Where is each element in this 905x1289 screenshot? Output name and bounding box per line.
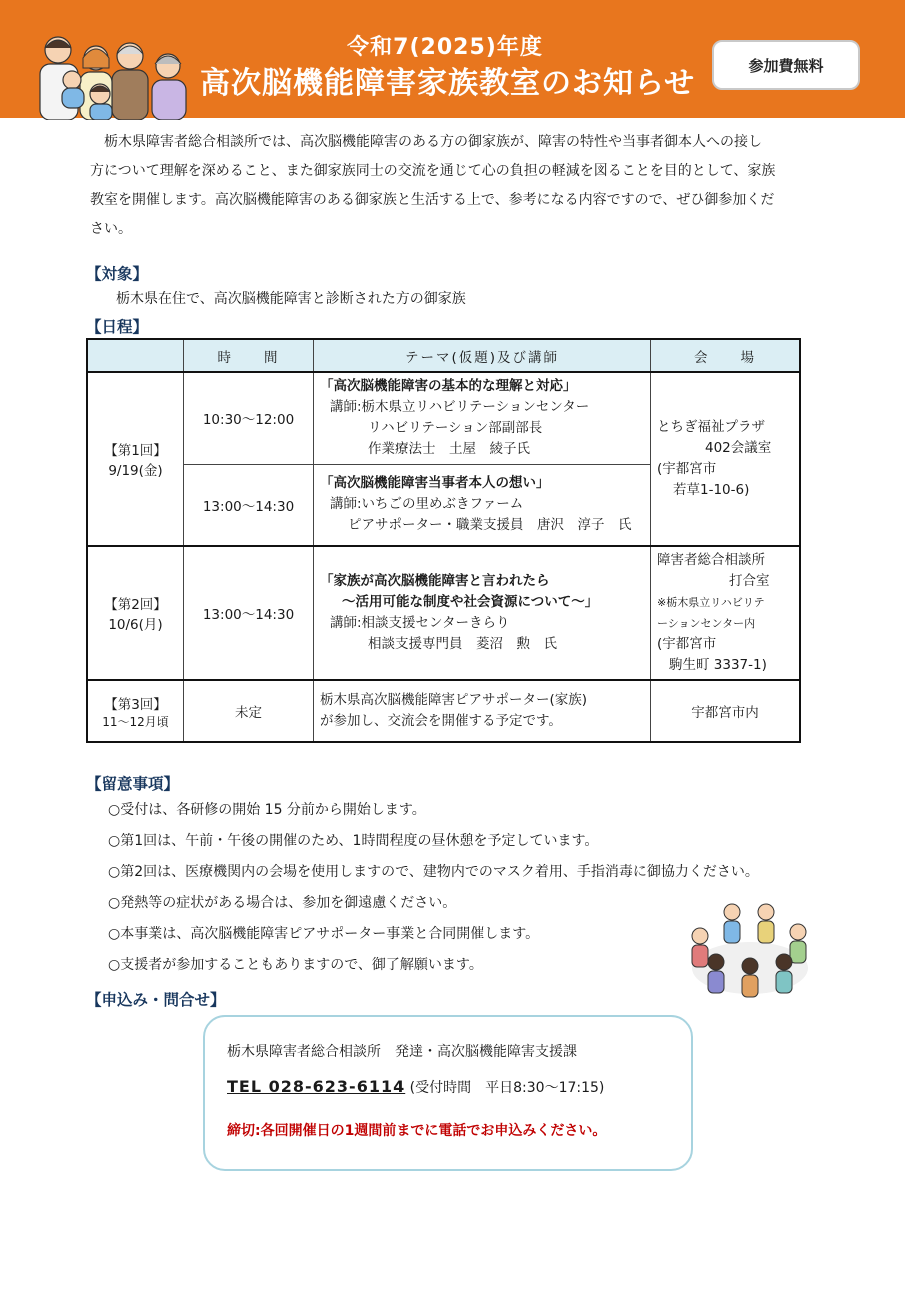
venue-line: 打合室 [729,573,770,589]
family-illustration [28,30,198,120]
session1-label: 【第1回】 [104,443,167,459]
intro-line: 教室を開催します。高次脳機能障害のある御家族と生活する上で、参考になる内容ですので、ぜひ御参加くだ [90,192,775,208]
venue-line: 駒生町 3337-1) [669,657,767,673]
session3-venue: 宇都宮市内 [651,680,801,742]
venue-line: ーションセンター内 [657,617,756,630]
venue-line: 402会議室 [705,440,772,456]
session2-theme-cell [314,546,651,680]
note-item: ○支援者が参加することもありますので、御了解願います。 [108,957,483,973]
session1-slot2-theme: 「高次脳機能障害当事者本人の想い」 [320,475,550,492]
phone-number[interactable]: TEL 028-623-6114 [227,1077,406,1096]
session3-label-cell [87,680,184,742]
session2-label: 【第2回】 [104,597,167,613]
session3-time: 未定 [184,680,314,742]
session2-theme-sub: ～活用可能な制度や社会資源について～」 [342,594,599,610]
lecturer-line: 相談支援専門員 菱沼 勲 氏 [368,636,557,652]
session3-label: 【第3回】 [104,696,167,713]
intro-line: 栃木県障害者総合相談所では、高次脳機能障害のある方の御家族が、障害の特性や当事者御本人への接し [90,134,762,150]
venue-header: 会 場 [651,339,801,372]
blank-header [87,339,184,372]
lecturer-line: 講師:栃木県立リハビリテーションセンター [330,399,590,416]
target-heading: 【対象】 [86,265,149,283]
header-subtitle: 令和7(2025)年度 [347,35,543,60]
lecturer-line: ピアサポーター・職業支援員 唐沢 淳子 氏 [348,517,632,534]
contact-heading: 【申込み・問合せ】 [86,991,226,1009]
session2-date: 10/6(月) [108,617,163,633]
target-text: 栃木県在住で、高次脳機能障害と診断された方の御家族 [116,291,466,307]
session2-venue-cell [651,546,801,680]
session3-theme-line: 栃木県高次脳機能障害ピアサポーター(家族) [320,692,588,708]
session1-slot2-theme-cell [314,464,651,546]
contact-phone-line [227,1077,604,1097]
intro-line: さい。 [90,221,132,237]
deadline-notice: 締切:各回開催日の1週間前までに電話でお申込みください。 [227,1123,607,1139]
table-row [87,546,800,680]
schedule-heading: 【日程】 [86,318,149,336]
intro-line: 方について理解を深めること、また御家族同士の交流を通じて心の負担の軽減を図ることを目的として、家族 [90,163,776,179]
intro-paragraph [90,128,825,244]
lecturer-line: リハビリテーション部副部長 [368,420,543,437]
notes-heading: 【留意事項】 [86,775,180,793]
note-item: ○第1回は、午前・午後の開催のため、1時間程度の昼休憩を予定しています。 [108,833,599,849]
note-item: ○受付は、各研修の開始 15 分前から開始します。 [108,802,426,818]
theme-header: テーマ(仮題)及び講師 [314,339,651,372]
venue-line: とちぎ福祉プラザ [657,419,765,435]
venue-line: (宇都宮市 [657,461,717,477]
time-header: 時 間 [184,339,314,372]
free-participation-badge: 参加費無料 [712,40,860,90]
page-title: 高次脳機能障害家族教室のお知らせ [200,66,696,101]
session2-label-cell [87,546,184,680]
venue-line: 若草1-10-6) [673,482,750,498]
schedule-table [86,338,801,743]
table-row [87,680,800,742]
session1-slot1-theme-cell [314,372,651,464]
venue-line: ※栃木県立リハビリテ [657,596,765,609]
note-item: ○第2回は、医療機関内の会場を使用しますので、建物内でのマスク着用、手指消毒に御協力ください。 [108,864,759,880]
table-row [87,372,800,464]
session1-slot1-theme: 「高次脳機能障害の基本的な理解と対応」 [320,378,577,395]
table-header-row [87,339,800,372]
session1-date: 9/19(金) [108,463,163,479]
session3-theme-line: が参加し、交流会を開催する予定です。 [320,713,562,729]
lecturer-line: 作業療法士 土屋 綾子氏 [368,441,530,458]
session1-label-cell [87,372,184,546]
session1-slot2-time: 13:00～14:30 [184,464,314,546]
header-banner [0,0,905,118]
venue-line: 障害者総合相談所 [657,552,765,568]
session1-slot1-time: 10:30～12:00 [184,372,314,464]
venue-line: (宇都宮市 [657,636,717,652]
session2-time: 13:00～14:30 [184,546,314,680]
contact-department: 栃木県障害者総合相談所 発達・高次脳機能障害支援課 [227,1044,577,1060]
session3-theme-cell [314,680,651,742]
contact-box [203,1015,693,1171]
session3-date: 11～12月頃 [102,714,169,729]
group-meeting-illustration [680,898,820,1006]
note-item: ○本事業は、高次脳機能障害ピアサポーター事業と合同開催します。 [108,926,540,942]
lecturer-line: 講師:相談支援センターきらり [330,615,510,631]
reception-hours: (受付時間 平日8:30～17:15) [409,1080,605,1096]
session1-venue-cell [651,372,801,546]
lecturer-line: 講師:いちごの里めぶきファーム [330,496,524,513]
session2-theme: 「家族が高次脳機能障害と言われたら [320,573,550,589]
note-item: ○発熱等の症状がある場合は、参加を御遠慮ください。 [108,895,457,911]
notes-list [108,798,759,984]
